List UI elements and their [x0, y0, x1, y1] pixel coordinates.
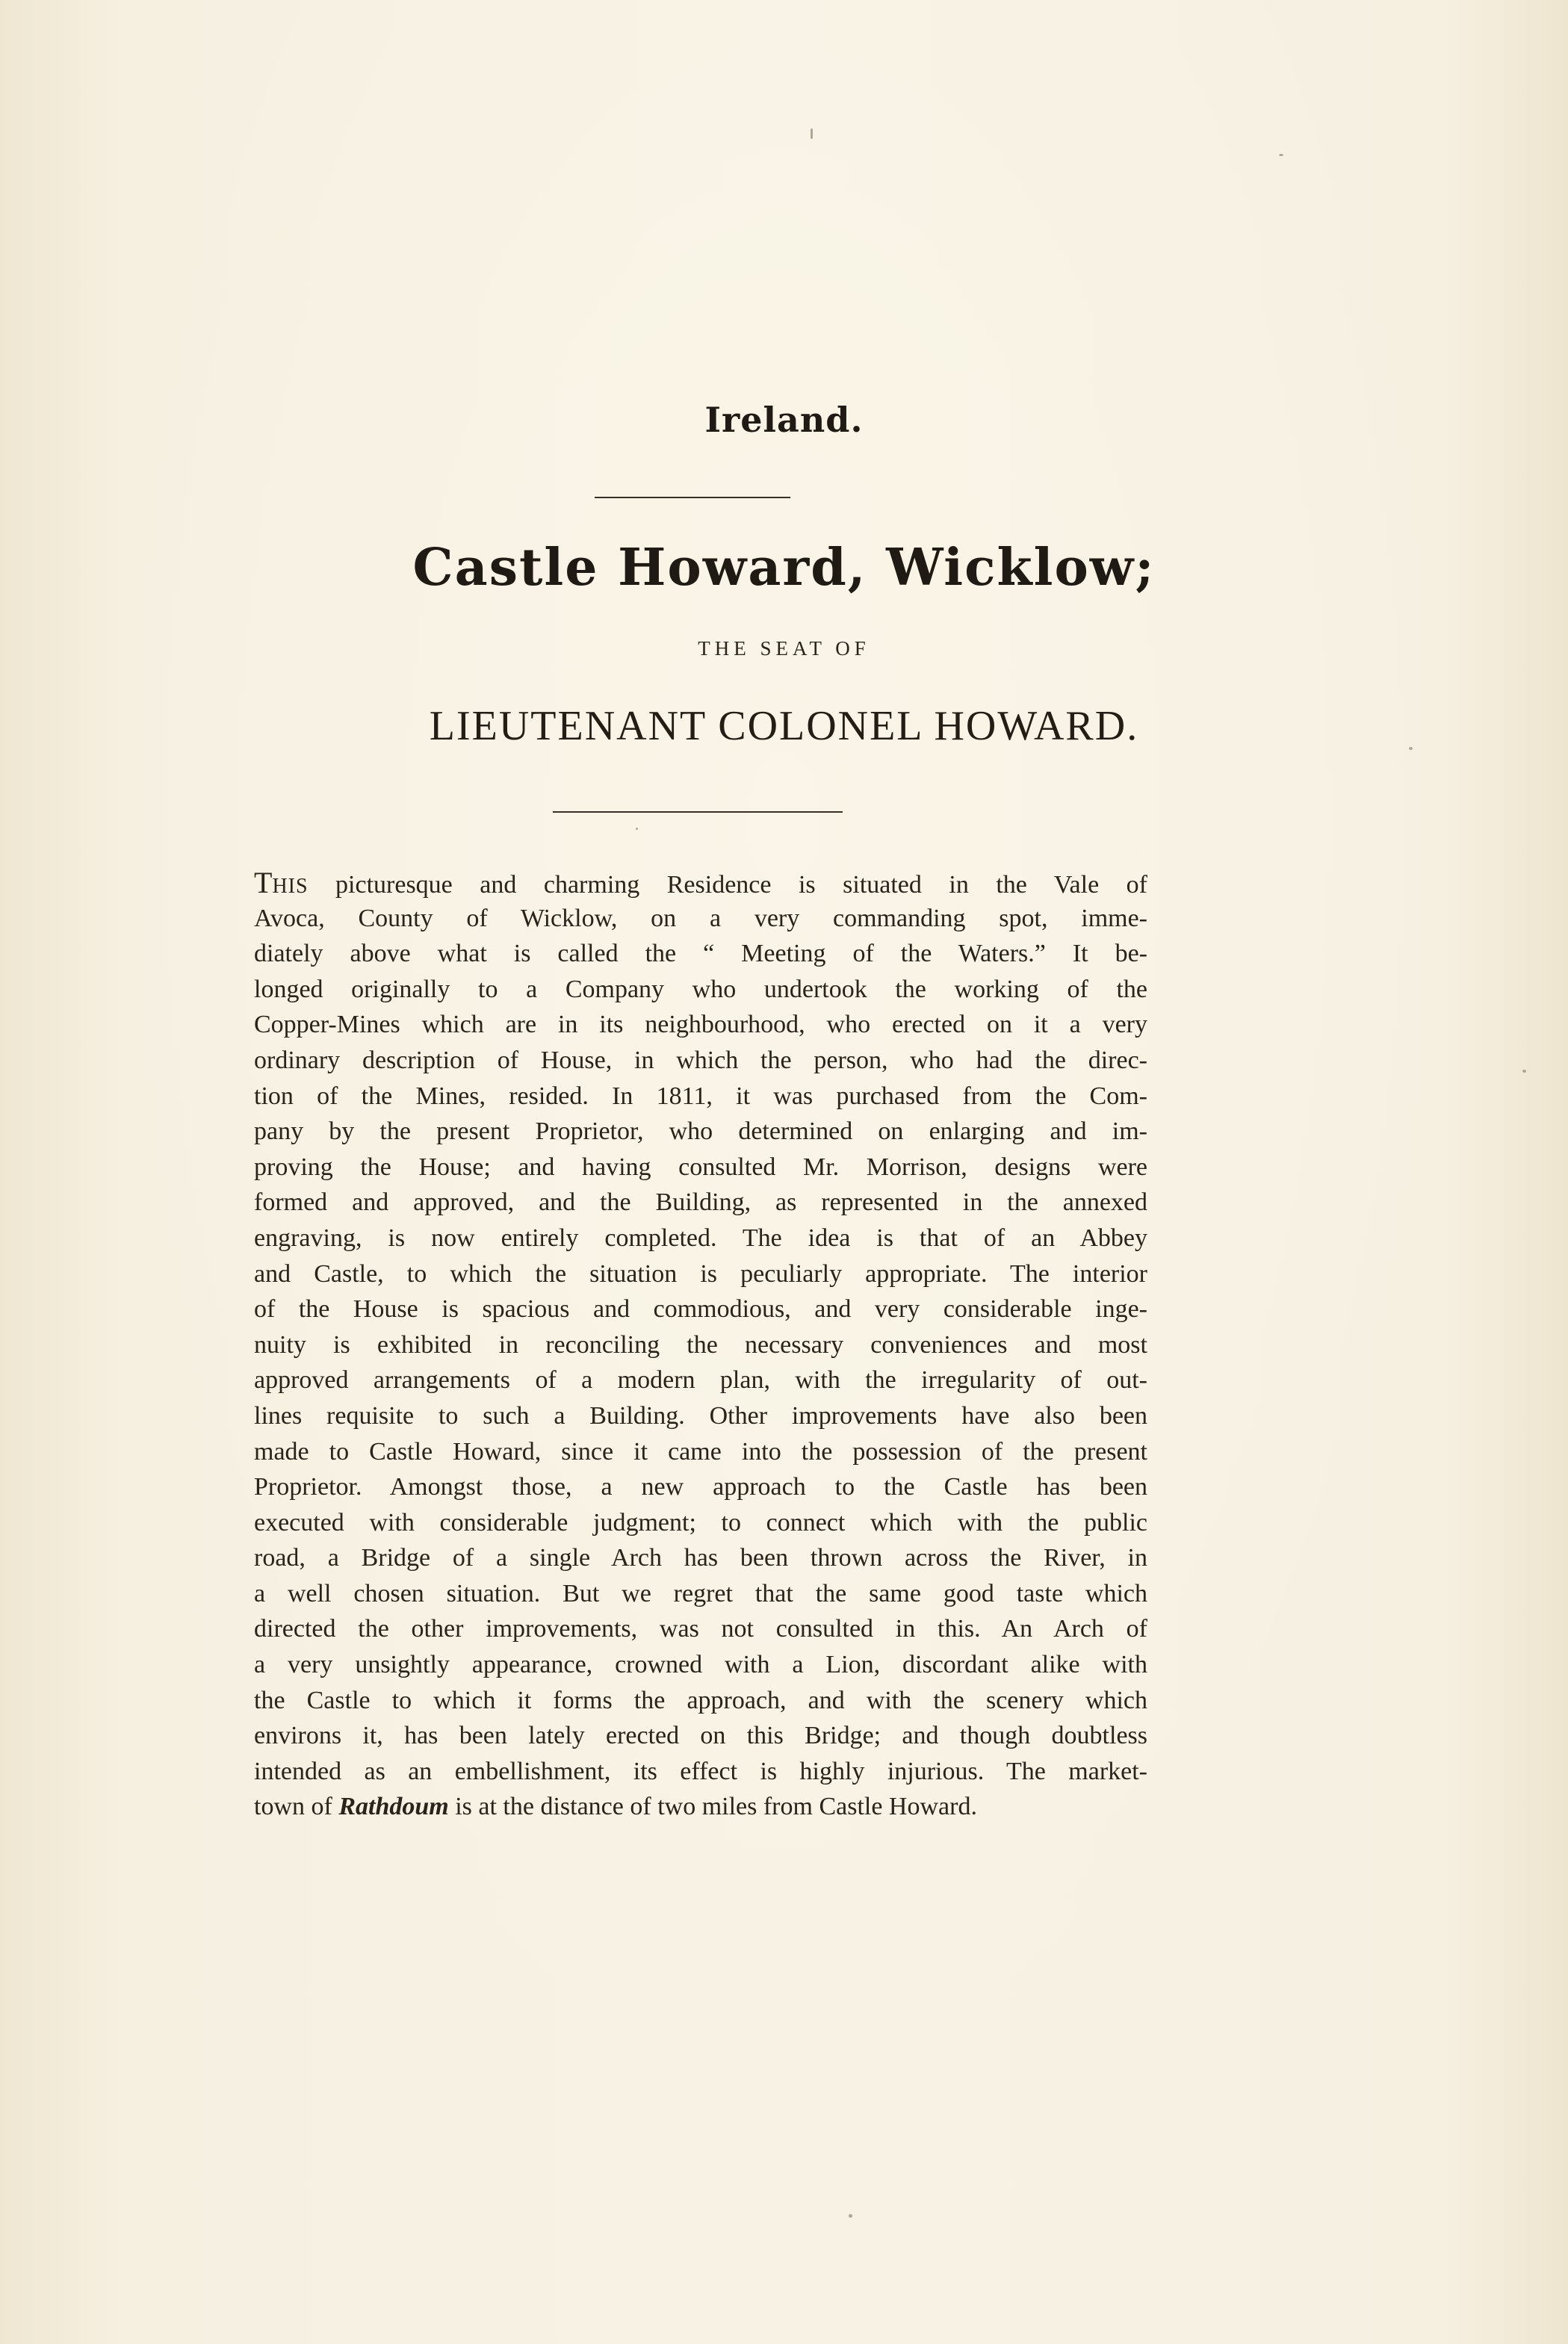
body-line: and Castle, to which the situation is peculiarly appropriate. The interior	[254, 1259, 1147, 1288]
body-line: proving the House; and having consulted Mr. Morrison, designs were	[254, 1153, 1147, 1181]
paper-speck	[1522, 1070, 1526, 1073]
first-line-rest: picturesque and charming Residence is situated in the Vale of	[308, 871, 1147, 899]
body-line: executed with considerable judgment; to connect which with the public	[254, 1508, 1147, 1537]
body-line: environs it, has been lately erected on this Bridge; and though doubtless	[254, 1722, 1147, 1750]
body-line: approved arrangements of a modern plan, with the irregularity of out-	[254, 1366, 1147, 1395]
body-line: lines requisite to such a Building. Other improvements have also been	[254, 1401, 1147, 1430]
body-line: of the House is spacious and commodious, and very considerable inge-	[254, 1295, 1147, 1324]
lower-divider	[553, 811, 843, 813]
body-paragraph	[254, 865, 1147, 1825]
drop-initial: T	[254, 866, 273, 899]
paper-speck	[1409, 747, 1413, 750]
last-line-end: is at the distance of two miles from Castle Howard.	[448, 1793, 977, 1821]
body-line: directed the other improvements, was not consulted in this. An Arch of	[254, 1615, 1147, 1643]
body-line: Copper-Mines which are in its neighbourhood, who erected on it a very	[254, 1011, 1147, 1039]
body-line: Proprietor. Amongst those, a new approach to the Castle has been	[254, 1473, 1147, 1501]
body-line: tion of the Mines, resided. In 1811, it was purchased from the Com-	[254, 1082, 1147, 1110]
body-line: the Castle to which it forms the approach, and with the scenery which	[254, 1686, 1147, 1714]
body-line: engraving, is now entirely completed. The idea is that of an Abbey	[254, 1224, 1147, 1252]
page-title: Castle Howard, Wicklow;	[412, 538, 1156, 598]
subtitle: THE SEAT OF	[698, 637, 870, 660]
body-line: made to Castle Howard, since it came into the possession of the present	[254, 1437, 1147, 1466]
body-line: intended as an embellishment, its effect is highly injurious. The market-	[254, 1757, 1147, 1785]
body-line	[254, 865, 1147, 901]
body-last-line	[254, 1789, 1147, 1825]
body-line: road, a Bridge of a single Arch has been thrown across the River, in	[254, 1544, 1147, 1572]
body-line: diately above what is called the “ Meeting of the Waters.” It be-	[254, 940, 1147, 968]
body-line: ordinary description of House, in which the person, who had the direc-	[254, 1046, 1147, 1074]
body-line: a very unsightly appearance, crowned with a Lion, discordant alike with	[254, 1651, 1147, 1679]
body-line: formed and approved, and the Building, as represented in the annexed	[254, 1188, 1147, 1217]
body-line: nuity is exhibited in reconciling the necessary conveniences and most	[254, 1330, 1147, 1359]
place-name: Rathdoum	[338, 1793, 449, 1821]
region-heading: Ireland.	[704, 400, 864, 440]
upper-divider	[595, 497, 790, 498]
owner-heading: LIEUTENANT COLONEL HOWARD.	[429, 703, 1139, 749]
paper-speck	[1279, 154, 1283, 156]
paper-speck	[811, 128, 813, 139]
paper-speck	[636, 828, 638, 830]
body-line: longed originally to a Company who undertook the working of the	[254, 975, 1147, 1003]
body-line: a well chosen situation. But we regret that the same good taste which	[254, 1579, 1147, 1607]
small-caps-word: HIS	[272, 875, 309, 898]
paper-speck	[849, 2214, 852, 2218]
body-line: pany by the present Proprietor, who determined on enlarging and im-	[254, 1117, 1147, 1146]
last-line-start: town of	[254, 1793, 339, 1821]
body-line: Avoca, County of Wicklow, on a very commanding spot, imme-	[254, 904, 1147, 932]
